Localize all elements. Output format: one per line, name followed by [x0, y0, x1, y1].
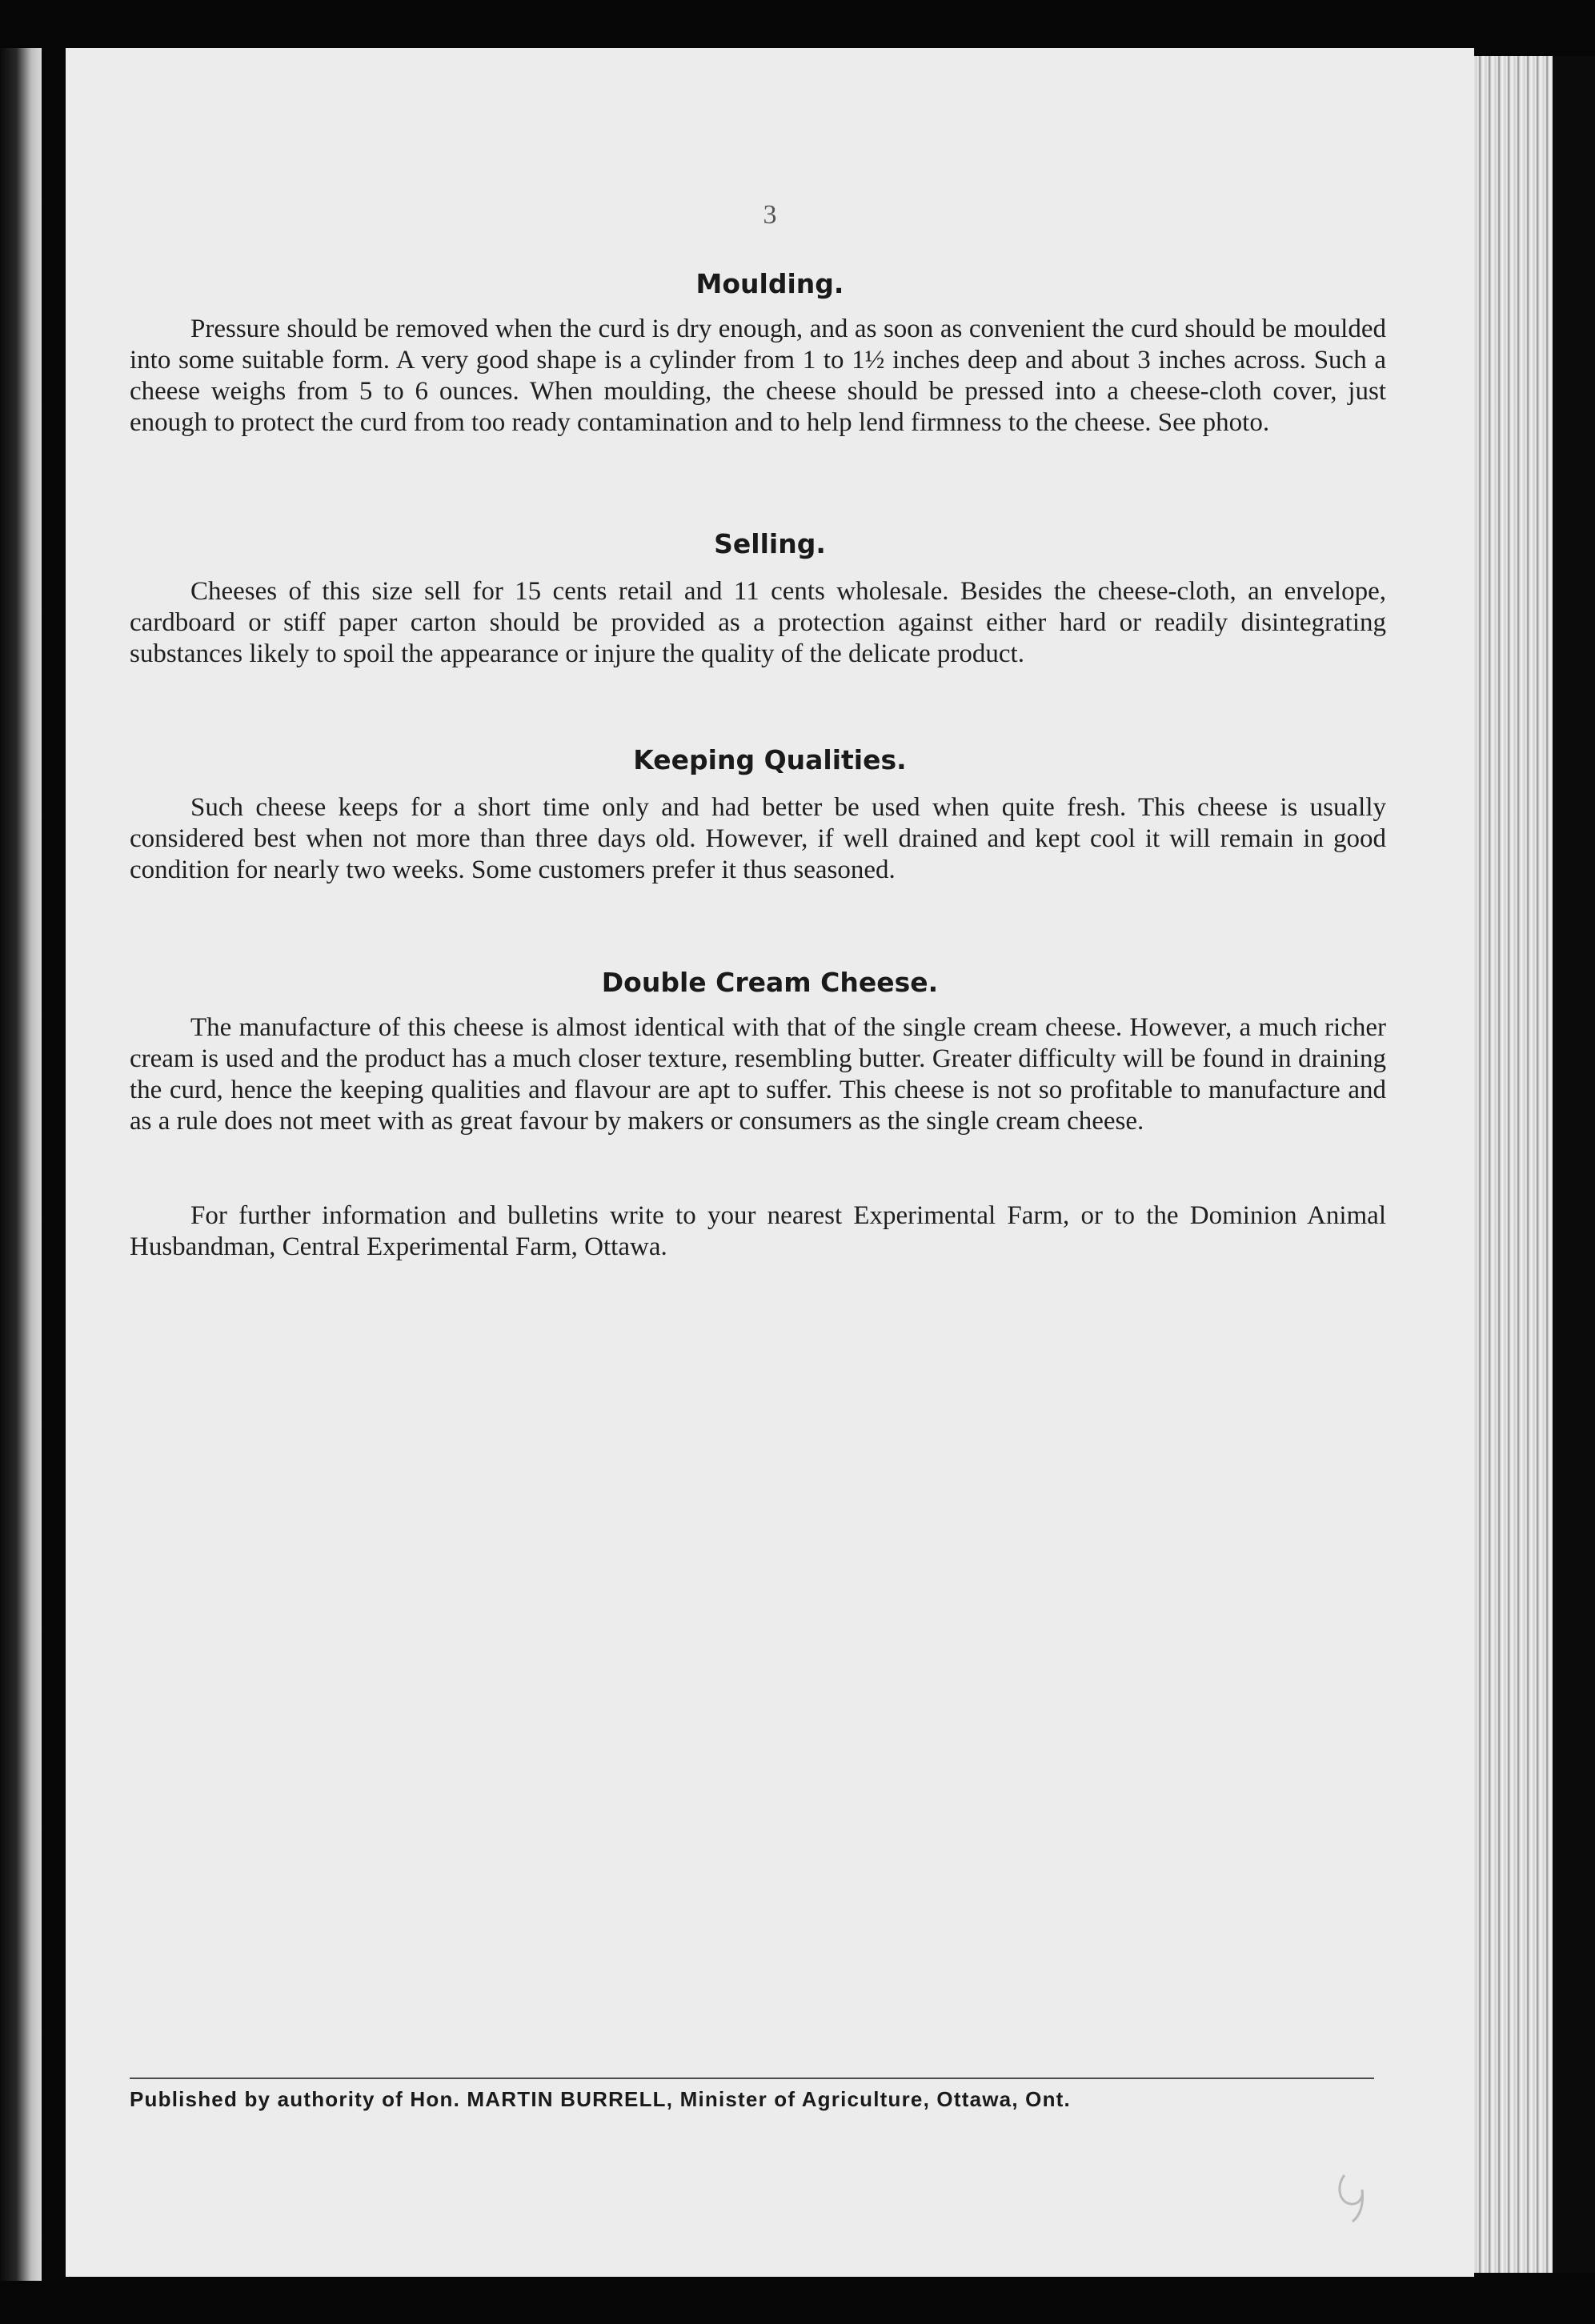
page-number: 3 — [763, 200, 777, 230]
publisher-footer: Published by authority of Hon. MARTIN BURRELL, Minister of Agriculture, Ottawa, Ont. — [130, 2087, 1071, 2111]
footer-rule — [130, 2078, 1374, 2079]
page-stack-edge — [1465, 56, 1553, 2273]
pencil-mark-icon — [1330, 2169, 1378, 2225]
paragraph-double-cream-cheese: The manufacture of this cheese is almost identical with that of the single cream cheese. However, a much richer cream is used and the product has a much closer texture, resembling butter. Greater difficulty will be found in draining the curd, hence the keeping qualities and flavour are apt to suffer. This cheese is not so profitable to manufacture and as a rule does not meet with as great favour by makers or consumers as the single cream cheese. — [130, 1013, 1386, 1136]
adjacent-page-edge — [0, 48, 42, 2281]
paragraph-moulding: Pressure should be removed when the curd is dry enough, and as soon as convenient the curd should be moulded into some suitable form. A very good shape is a cylinder from 1 to 1½ inches deep and about 3 inches across. Such a cheese weighs from 5 to 6 ounces. When moulding, the cheese should be pressed into a cheese-cloth cover, just enough to protect the curd from too ready contamination and to help lend firmness to the cheese. See photo. — [130, 315, 1386, 437]
heading-selling: Selling. — [714, 528, 826, 559]
heading-keeping-qualities: Keeping Qualities. — [633, 744, 907, 775]
paragraph-further-information: For further information and bulletins write to your nearest Experimental Farm, or to the Dominion Animal Husbandman, Central Experimental Farm, Ottawa. — [130, 1201, 1386, 1261]
paragraph-selling: Cheeses of this size sell for 15 cents retail and 11 cents wholesale. Besides the cheese-cloth, an envelope, cardboard or stiff paper carton should be provided as a protection against either hard or readily disintegrating substances likely to spoil the appearance or injure the quality of the delicate product. — [130, 577, 1386, 668]
heading-double-cream-cheese: Double Cream Cheese. — [601, 967, 939, 998]
document-page — [66, 48, 1474, 2277]
heading-moulding: Moulding. — [695, 268, 844, 299]
scan-border — [1553, 56, 1595, 2273]
paragraph-keeping-qualities: Such cheese keeps for a short time only and had better be used when quite fresh. This cheese is usually considered best when not more than three days old. However, if well drained and kept cool it will remain in good condition for nearly two weeks. Some customers prefer it thus seasoned. — [130, 793, 1386, 884]
